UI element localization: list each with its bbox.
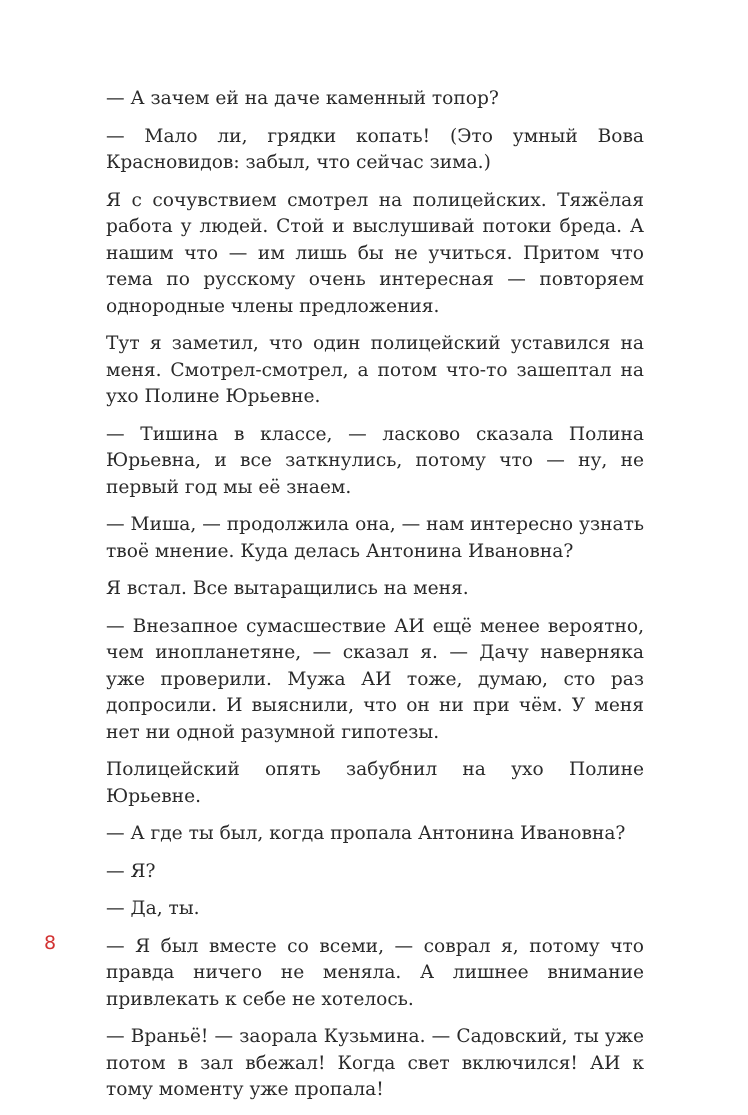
- page-number: 8: [44, 932, 57, 954]
- paragraph: — Я?: [106, 860, 156, 882]
- paragraph: Я встал. Все вытаращились на меня.: [106, 578, 469, 599]
- paragraph: — Внезапное сумасшествие АИ ещё менее вероятно, чем инопланетяне, — сказал я. — Дачу наверняка уже проверили. Мужа АИ тоже, думаю, сто раз допросили. И выяснили, что он ни при чём. У меня нет ни одной разумной гипотезы.: [106, 615, 644, 743]
- paragraph: Тут я заметил, что один полицейский уставился на меня. Смотрел-смотрел, а потом что-то зашептал на ухо Полине Юрьевне.: [106, 333, 644, 407]
- paragraph: Полицейский опять забубнил на ухо Полине Юрьевне.: [106, 759, 644, 807]
- paragraph: — Я был вместе со всеми, — соврал я, потому что правда ничего не меняла. А лишнее внимание привлекать к себе не хотелось.: [106, 935, 644, 1010]
- paragraph: — Мало ли, грядки копать! (Это умный Вова Красновидов: забыл, что сейчас зима.): [106, 125, 644, 173]
- paragraph: — А зачем ей на даче каменный топор?: [106, 88, 499, 109]
- paragraph: — Да, ты.: [106, 898, 200, 919]
- paragraph: — Враньё! — заорала Кузьмина. — Садовский, ты уже потом в зал вбежал! Когда свет включился! АИ к тому моменту уже пропала!: [106, 1026, 644, 1100]
- paragraph: — Миша, — продолжила она, — нам интересно узнать твоё мнение. Куда делась Антонина Ивановна?: [106, 514, 644, 562]
- paragraph: — Тишина в классе, — ласково сказала Полина Юрьевна, и все заткнулись, потому что — ну, не первый год мы её знаем.: [106, 423, 644, 498]
- paragraph: — А где ты был, когда пропала Антонина Ивановна?: [106, 823, 626, 844]
- page-text: [106, 86, 644, 1115]
- paragraph: Я с сочувствием смотрел на полицейских. Тяжёлая работа у людей. Стой и выслушивай потоки бреда. А нашим что — им лишь бы не учиться. Притом что тема по русскому очень интересная — повторяем однородные члены предложения.: [106, 189, 644, 317]
